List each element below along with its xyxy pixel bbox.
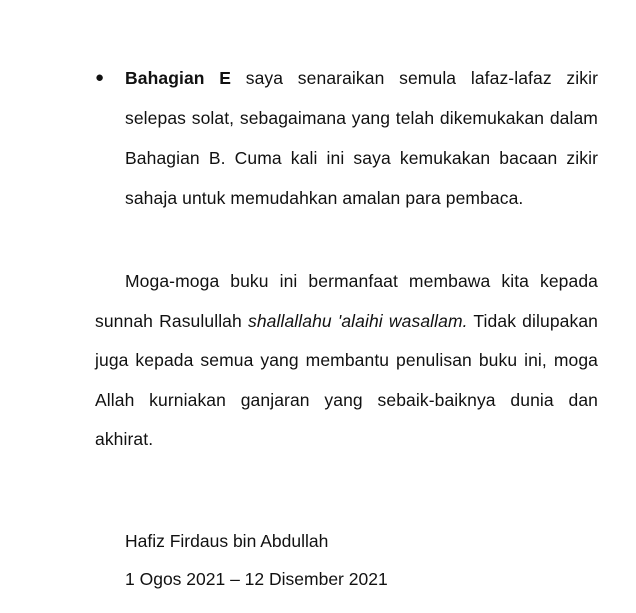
bullet-body: saya senaraikan semula lafaz-lafaz zikir selepas solat, sebagaimana yang telah dikemukakan dalam Bahagian B. Cuma kali ini saya kemukakan bacaan zikir sahaja untuk memudahkan amalan para pembaca.: [125, 68, 598, 208]
paragraph-text-before: Moga-moga buku ini bermanfaat membawa kita kepada sunnah Rasulullah: [95, 271, 598, 331]
bullet-bold-label: Bahagian E: [125, 68, 232, 88]
bullet-icon: ●: [95, 69, 105, 86]
paragraph-italic-honorific: shallallahu 'alaihi wasallam.: [247, 310, 468, 331]
closing-paragraph: [95, 262, 598, 460]
author-name: Hafiz Firdaus bin Abdullah: [125, 531, 329, 551]
paragraph-text-after: Tidak dilupakan juga kepada semua yang membantu penulisan buku ini, moga Allah kurniakan ganjaran yang sebaik-baiknya dunia dan akhirat.: [95, 310, 598, 449]
bullet-item-bahagian-e: [95, 58, 598, 218]
bullet-text: [125, 58, 598, 218]
writing-date: 1 Ogos 2021 – 12 Disember 2021: [125, 569, 388, 589]
